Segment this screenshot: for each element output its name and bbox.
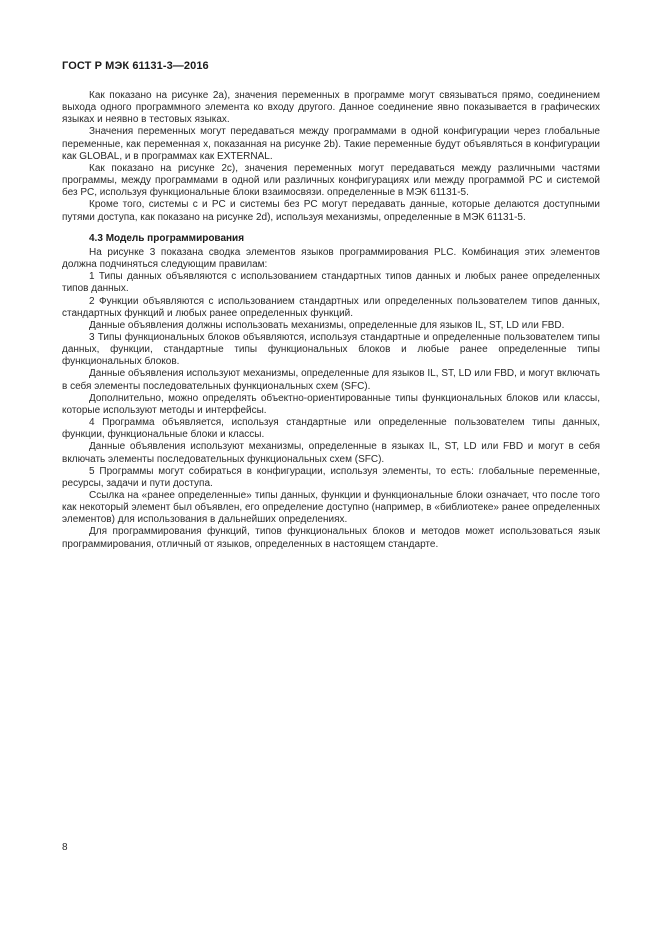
paragraph: Значения переменных могут передаваться между программами в одной конфигурации через глобальные переменные, как переменная x, показанная на рисунке 2b). Такие переменные будут объявляться в конфигурации как GLOBAL, и в программах как EXTERNAL. <box>62 126 600 162</box>
paragraph: Как показано на рисунке 2a), значения переменных в программе могут связываться прямо, соединением выхода одного программного элемента ко входу другого. Данное соединение явно показывается в графических языках и неявно в тестовых языках. <box>62 90 600 126</box>
paragraph: 3 Типы функциональных блоков объявляются, используя стандартные и определенные пользователем типы данных, функции, стандартные типы функциональных блоков и любые ранее определенные типы функциональных блоков. <box>62 331 600 368</box>
paragraph: Данные объявления используют механизмы, определенные для языков IL, ST, LD или FBD, и могут включать в себя элементы последовательных функциональных схем (SFC). <box>62 368 600 392</box>
section-title: Модель программирования <box>105 232 245 244</box>
section-heading <box>62 233 600 245</box>
paragraph: Кроме того, системы с и PC и системы без PC могут передавать данные, которые делаются доступными путями доступа, как показано на рисунке 2d), используя механизмы, определенные в МЭК 61131-5. <box>62 199 600 223</box>
paragraph: 2 Функции объявляются с использованием стандартных или определенных пользователем типов данных, стандартных функций и любых ранее определенных функций. <box>62 295 600 319</box>
paragraph: Ссылка на «ранее определенные» типы данных, функции и функциональные блоки означает, что после того как некоторый элемент был объявлен, его определение доступно (например, в «библиотеке» ранее определенных элементов) для использования в дальнейших определениях. <box>62 490 600 526</box>
paragraph: 5 Программы могут собираться в конфигурации, используя элементы, то есть: глобальные переменные, ресурсы, задачи и пути доступа. <box>62 465 600 489</box>
section-number: 4.3 <box>89 232 103 244</box>
paragraph: Данные объявления должны использовать механизмы, определенные для языков IL, ST, LD или FBD. <box>89 319 565 331</box>
paragraph: 1 Типы данных объявляются с использованием стандартных типов данных и любых ранее определенных типов данных. <box>62 271 600 295</box>
paragraph: Для программирования функций, типов функциональных блоков и методов может использоваться язык программирования, отличный от языков, определенных в настоящем стандарте. <box>62 526 600 550</box>
page-number: 8 <box>62 842 68 853</box>
paragraph: Дополнительно, можно определять объектно-ориентированные типы функциональных блоков или классы, которые используют методы и интерфейсы. <box>62 392 600 416</box>
paragraph: Как показано на рисунке 2c), значения переменных могут передаваться между различными частями программы, между программами в одной или различных конфигурациях или между программой PC и системой без PC, используя функциональные блоки взаимосвязи. определенные в МЭК 61131-5. <box>62 162 600 199</box>
paragraph: На рисунке 3 показана сводка элементов языков программирования PLC. Комбинация этих элементов должна подчиняться следующим правилам: <box>62 246 600 271</box>
paragraph: 4 Программа объявляется, используя стандартные или определенные пользователем типы данных, функции, функциональные блоки и классы. <box>62 417 600 441</box>
document-header: ГОСТ Р МЭК 61131-3—2016 <box>62 60 209 72</box>
document-body <box>62 90 600 551</box>
paragraph: Данные объявления используют механизмы, определенные в языках IL, ST, LD или FBD и могут в себя включать элементы последовательных функциональных схем (SFC). <box>62 441 600 465</box>
